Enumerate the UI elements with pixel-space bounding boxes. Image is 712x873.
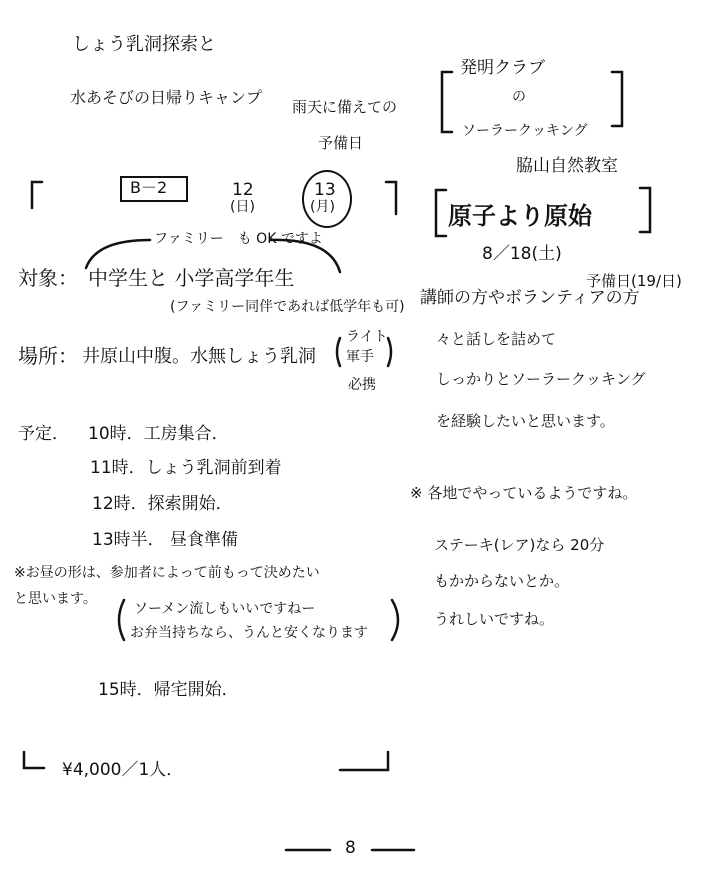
solar-date: 8／18(土) bbox=[482, 244, 562, 264]
rain-note-line-1: 雨天に備えての bbox=[292, 98, 398, 116]
solar-note2-line-2: ステーキ(レア)なら 20分 bbox=[434, 536, 605, 554]
club-line-3: ソーラークッキング bbox=[462, 123, 588, 139]
somen-paren-right bbox=[392, 600, 398, 640]
club-bracket-right bbox=[612, 72, 622, 126]
schedule-item-5: 15時．帰宅開始． bbox=[98, 680, 239, 700]
solar-note2-line-4: うれしいですね。 bbox=[434, 610, 555, 628]
club-venue: 脇山自然教室 bbox=[516, 156, 618, 176]
solar-note-line-1: 講師の方やボランティアの方 bbox=[420, 288, 640, 308]
family-note: ファミリー も OK ですよ bbox=[154, 231, 323, 247]
section-corner-bottom-left bbox=[24, 752, 44, 768]
solar-title: 原子より原始 bbox=[448, 202, 592, 230]
price: ¥4,000／1人． bbox=[62, 760, 184, 780]
solar-note-line-4: を経験したいと思います。 bbox=[436, 412, 615, 430]
schedule-item-1: 10時．工房集合． bbox=[88, 424, 229, 444]
place-note-required: 必携 bbox=[348, 377, 376, 393]
somen-line-1: ソーメン流しもいいですねー bbox=[134, 601, 316, 617]
target-value: 中学生と 小学高学年生 bbox=[88, 266, 295, 290]
target-sub: (ファミリー同伴であれば低学年も可) bbox=[170, 299, 405, 315]
section-corner-bottom-right bbox=[340, 752, 388, 770]
solar-note-line-2: 々と話しを詰めて bbox=[436, 330, 557, 348]
lunch-note-line-2: と思います。 bbox=[14, 591, 97, 607]
plan-code: B－2 bbox=[130, 178, 168, 197]
solar-bracket-left bbox=[436, 190, 446, 236]
schedule-item-3: 12時．探索開始． bbox=[92, 494, 233, 514]
place-note-gloves: 軍手 bbox=[346, 349, 374, 365]
schedule-item-4: 13時半． 昼食準備 bbox=[92, 530, 239, 550]
date-option-1-day: 12 bbox=[232, 180, 254, 200]
section-corner-top-left bbox=[32, 182, 42, 208]
place-value: 井原山中腹。水無しょう乳洞 bbox=[82, 346, 316, 367]
date-option-2-weekday: (月) bbox=[310, 199, 335, 215]
club-bracket-left bbox=[442, 72, 452, 132]
section-corner-top-right bbox=[386, 182, 396, 214]
date-option-1-weekday: (日) bbox=[230, 199, 255, 215]
solar-note2-line-3: もかからないとか。 bbox=[434, 572, 570, 590]
schedule-item-2: 11時．しょう乳洞前到着 bbox=[90, 458, 282, 478]
solar-reserve: 予備日(19/日) bbox=[586, 272, 682, 290]
rain-note-line-2: 予備日 bbox=[318, 134, 364, 152]
schedule-label: 予定． bbox=[18, 424, 69, 444]
date-option-2-day: 13 bbox=[314, 180, 336, 200]
lunch-note-line-1: ※お昼の形は、参加者によって前もって決めたい bbox=[14, 565, 320, 581]
place-paren-right bbox=[388, 338, 391, 366]
place-paren-left bbox=[337, 338, 340, 366]
title-line-2: 水あそびの日帰りキャンプ bbox=[70, 88, 263, 107]
target-label: 対象： bbox=[18, 266, 78, 290]
solar-note-line-3: しっかりとソーラークッキング bbox=[436, 370, 646, 388]
club-line-2: の bbox=[512, 89, 526, 105]
title-line-1: しょう乳洞探索と bbox=[72, 34, 216, 55]
solar-bracket-right bbox=[640, 188, 650, 232]
solar-note2-line-1: ※ 各地でやっているようですね。 bbox=[410, 484, 638, 502]
somen-paren-left bbox=[119, 600, 124, 640]
club-line-1: 発明クラブ bbox=[460, 58, 545, 78]
place-label: 場所： bbox=[18, 344, 78, 368]
family-note-arc bbox=[86, 240, 150, 268]
somen-line-2: お弁当持ちなら、うんと安くなります bbox=[130, 625, 368, 641]
place-note-light: ライト bbox=[346, 329, 388, 345]
page-number: 8 bbox=[345, 838, 356, 858]
